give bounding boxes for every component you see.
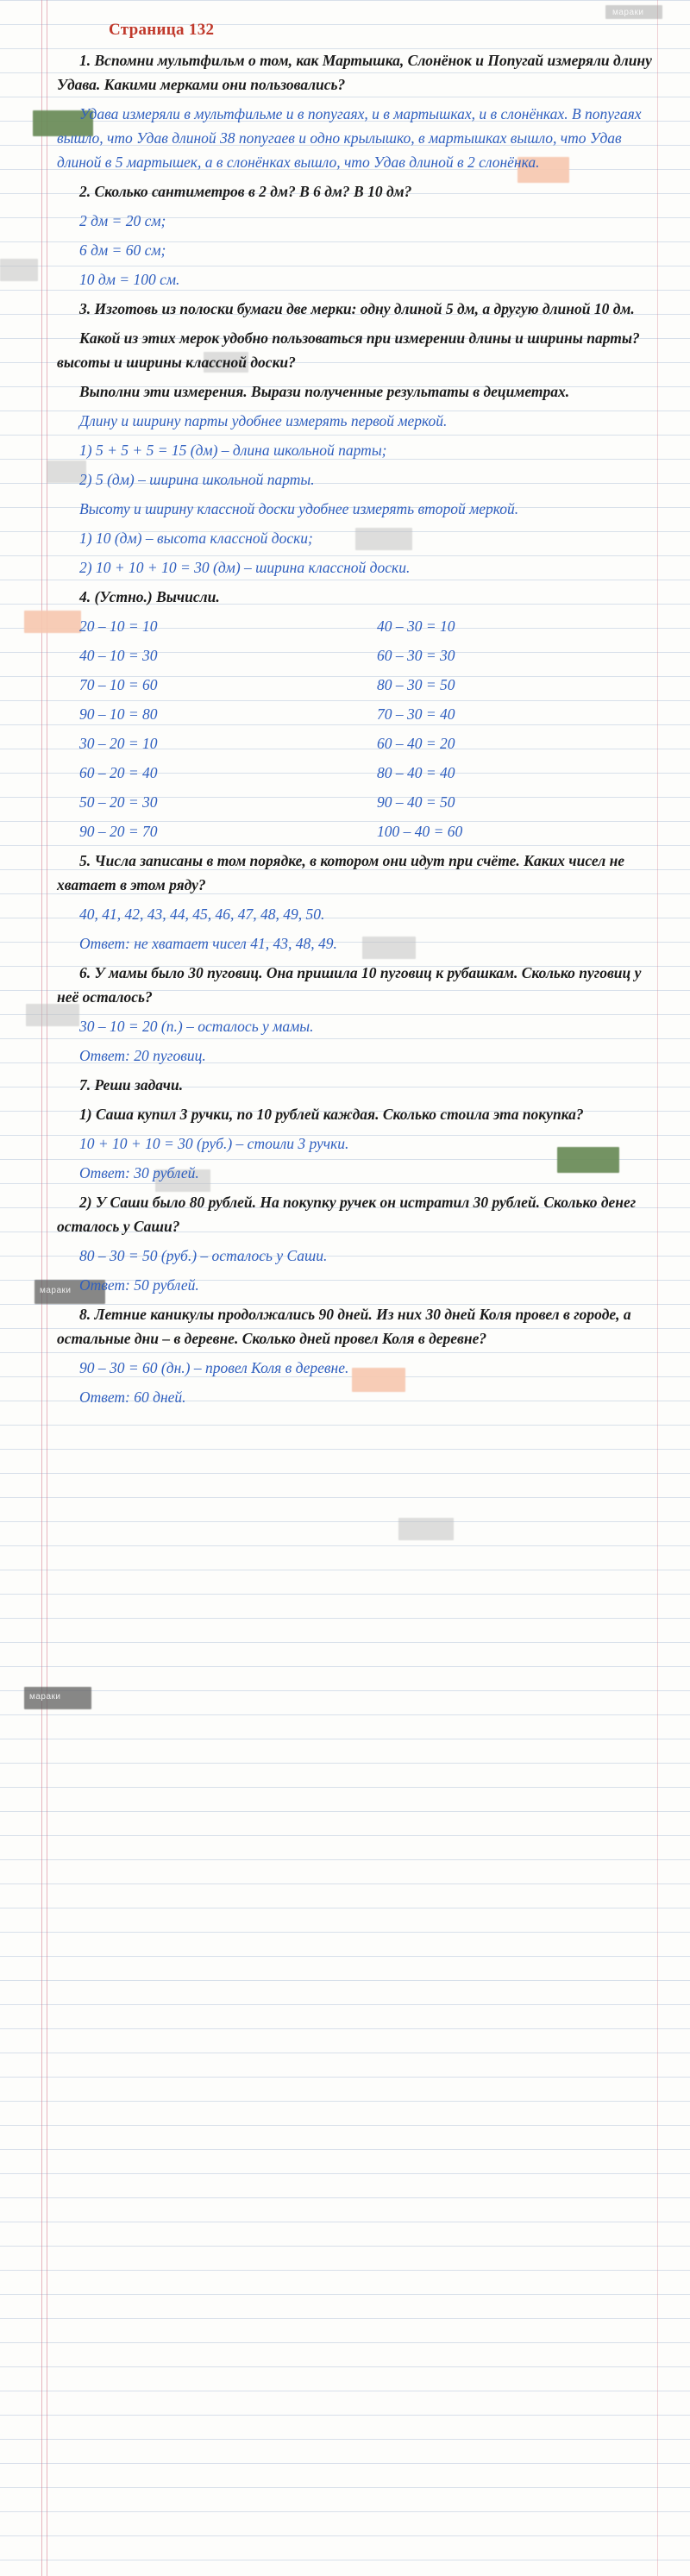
task-2-answer-line-1: 2 дм = 20 см; — [79, 212, 166, 229]
page-title: Страница 132 — [109, 21, 215, 39]
task-8-answer-line-1: 90 – 30 = 60 (дн.) – провел Коля в деревне. — [79, 1359, 349, 1376]
task-6-answer-line-2: Ответ: 20 пуговиц. — [79, 1047, 206, 1064]
task-2-statement: 2. Сколько сантиметров в 2 дм? В 6 дм? В 10 дм? — [79, 183, 412, 200]
task-4-right-4: 70 – 30 = 40 — [377, 705, 455, 723]
task-4-right-2: 60 – 30 = 30 — [377, 647, 455, 664]
task-8-answer-line-2: Ответ: 60 дней. — [79, 1388, 186, 1406]
task-4-right-1: 40 – 30 = 10 — [377, 617, 455, 635]
task-7-statement: 7. Реши задачи. — [79, 1076, 184, 1094]
task-4-column-left — [57, 614, 354, 849]
task-3-statement-1: 3. Изготовь из полоски бумаги две мерки: одну длиной 5 дм, а другую длиной 10 дм. — [79, 300, 635, 317]
task-4-left-1: 20 – 10 = 10 — [79, 617, 158, 635]
task-2-answer-line-3: 10 дм = 100 см. — [79, 271, 180, 288]
task-3-statement-2: Какой из этих мерок удобно пользоваться при измерении длины и ширины парты? высоты и ширины классной доски? — [57, 329, 640, 371]
task-3-answer-line-2: 1) 5 + 5 + 5 = 15 (дм) – длина школьной парты; — [79, 442, 387, 459]
task-2-answer-line-2: 6 дм = 60 см; — [79, 241, 166, 259]
task-4-right-6: 80 – 40 = 40 — [377, 764, 455, 781]
task-1-answer: Удава измеряли в мультфильме и в попугаях, и в мартышках, и в слонёнках. В попугаях вышло, что Удав длиной 38 попугаев и одно крылышко, в мартышках вышло, что Удав длиной в 5 мартышек, а в слонёнках вышло, что Удав длиной в 2 слонёнка. — [57, 105, 642, 171]
task-4-right-3: 80 – 30 = 50 — [377, 676, 455, 693]
task-4-left-8: 90 – 20 = 70 — [79, 823, 158, 840]
task-4-left-2: 40 – 10 = 30 — [79, 647, 158, 664]
task-4-right-5: 60 – 40 = 20 — [377, 735, 455, 752]
task-1-statement: 1. Вспомни мультфильм о том, как Мартышка, Слонёнок и Попугай измеряли длину Удава. Какими мерками они пользовались? — [57, 52, 652, 93]
task-4-left-7: 50 – 20 = 30 — [79, 793, 158, 811]
overlay-dark-label-2: мараки — [29, 1692, 61, 1702]
task-7-subtask-1-answer-line-1: 10 + 10 + 10 = 30 (руб.) – стоили 3 ручки. — [79, 1135, 349, 1152]
task-7-subtask-1-answer-line-2: Ответ: 30 рублей. — [79, 1164, 199, 1181]
overlay-block-grey-8 — [398, 1518, 454, 1540]
task-4-left-6: 60 – 20 = 40 — [79, 764, 158, 781]
task-7-subtask-1-statement: 1) Саша купил 3 ручки, по 10 рублей каждая. Сколько стоила эта покупка? — [79, 1106, 584, 1123]
task-7-subtask-2-answer-line-1: 80 – 30 = 50 (руб.) – осталось у Саши. — [79, 1247, 328, 1264]
watermark-label: мараки — [612, 8, 644, 17]
task-4-left-4: 90 – 10 = 80 — [79, 705, 158, 723]
task-4-right-8: 100 – 40 = 60 — [377, 823, 463, 840]
task-3-statement-3: Выполни эти измерения. Вырази полученные результаты в дециметрах. — [79, 383, 570, 400]
task-7-subtask-2-answer-line-2: Ответ: 50 рублей. — [79, 1276, 199, 1294]
task-4-right-7: 90 – 40 = 50 — [377, 793, 455, 811]
task-4-left-5: 30 – 20 = 10 — [79, 735, 158, 752]
task-3-answer-line-6: 2) 10 + 10 + 10 = 30 (дм) – ширина классной доски. — [79, 559, 411, 576]
task-4-left-3: 70 – 10 = 60 — [79, 676, 158, 693]
task-5-answer-line-1: 40, 41, 42, 43, 44, 45, 46, 47, 48, 49, 50. — [79, 906, 325, 923]
task-8-statement: 8. Летние каникулы продолжались 90 дней. Из них 30 дней Коля провел в городе, а остальные дни – в деревне. Сколько дней провел Коля в деревне? — [57, 1306, 631, 1347]
task-4-column-right — [354, 614, 652, 849]
task-4-columns — [57, 614, 652, 849]
task-3-answer-line-3: 2) 5 (дм) – ширина школьной парты. — [79, 471, 315, 488]
task-7-subtask-2-statement: 2) У Саши было 80 рублей. На покупку ручек он истратил 30 рублей. Сколько денег осталось у Саши? — [57, 1194, 637, 1235]
task-6-answer-line-1: 30 – 10 = 20 (п.) – осталось у мамы. — [79, 1018, 314, 1035]
task-3-answer-line-1: Длину и ширину парты удобнее измерять первой меркой. — [79, 412, 448, 429]
task-5-answer-line-2: Ответ: не хватает чисел 41, 43, 48, 49. — [79, 935, 337, 952]
overlay-dark-label-1: мараки — [40, 1286, 72, 1295]
task-4-statement: 4. (Устно.) Вычисли. — [79, 588, 220, 605]
task-5-statement: 5. Числа записаны в том порядке, в котором они идут при счёте. Каких чисел не хватает в этом ряду? — [57, 852, 625, 893]
task-6-statement: 6. У мамы было 30 пуговиц. Она пришила 10 пуговиц к рубашкам. Сколько пуговиц у неё осталось? — [57, 964, 642, 1006]
task-3-answer-line-4: Высоту и ширину классной доски удобнее измерять второй меркой. — [79, 500, 519, 517]
task-3-answer-line-5: 1) 10 (дм) – высота классной доски; — [79, 530, 313, 547]
